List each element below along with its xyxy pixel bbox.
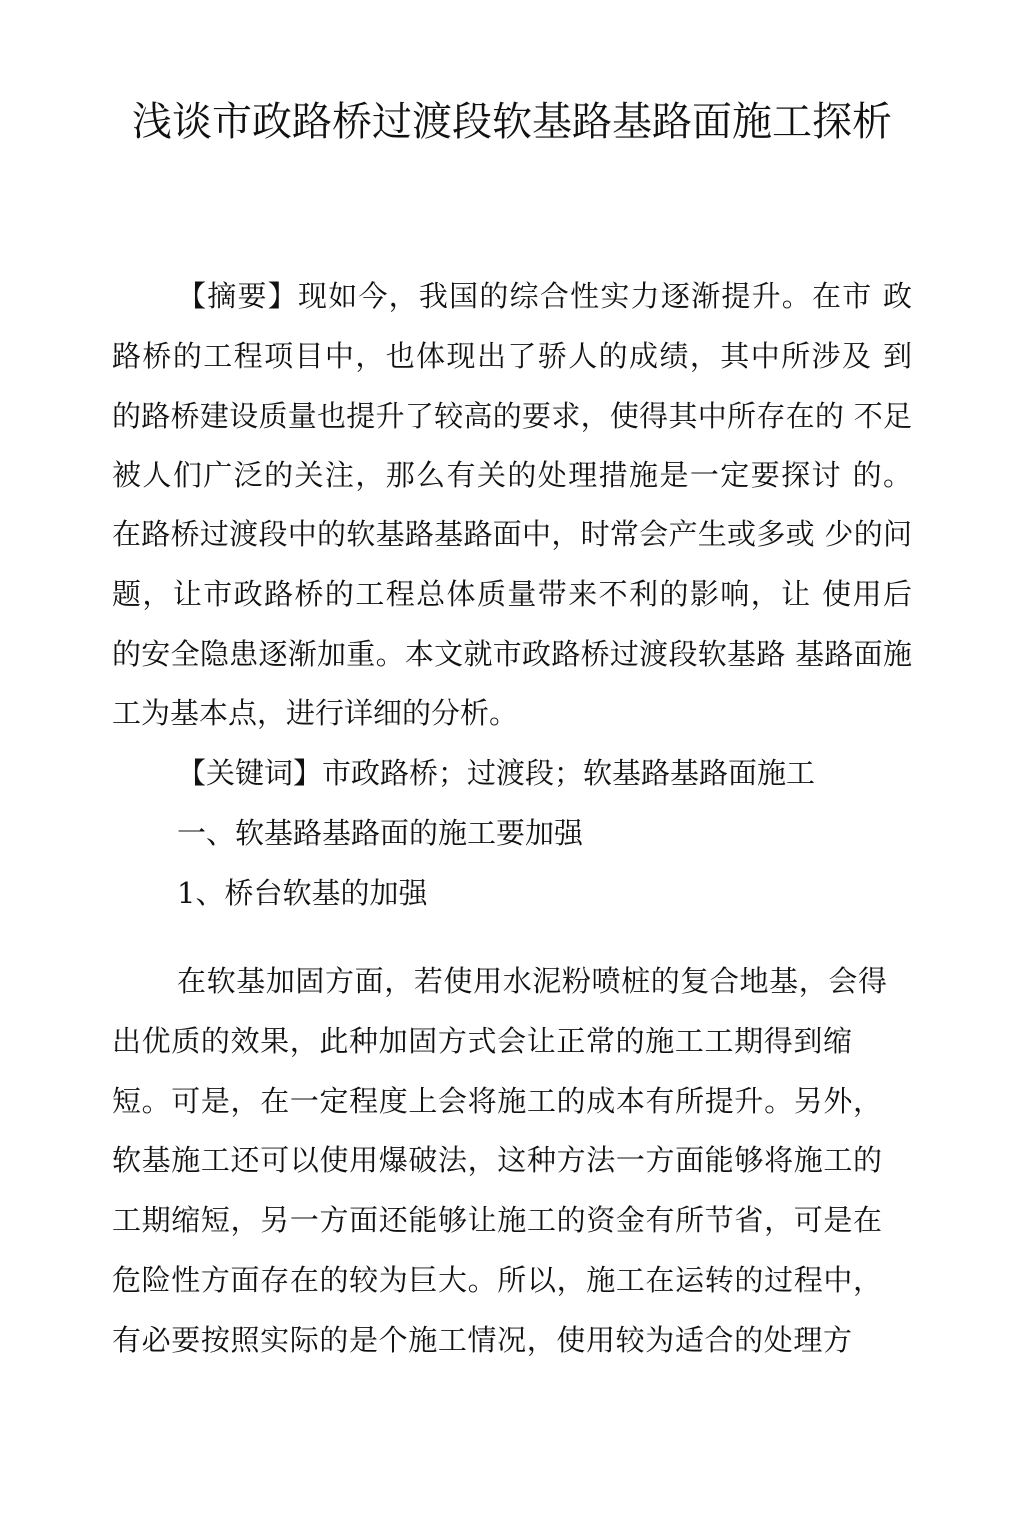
body-line: 短。可是，在一定程度上会将施工的成本有所提升。另外， xyxy=(112,1084,882,1118)
keywords-line: 【关键词】市政路桥；过渡段；软基路基路面施工 xyxy=(177,756,816,790)
body-line: 工期缩短，另一方面还能够让施工的资金有所节省，可是在 xyxy=(112,1203,882,1237)
abstract-line: 工为基本点，进行详细的分析。 xyxy=(112,696,519,730)
abstract-line: 【摘要】现如今，我国的综合性实力逐渐提升。在市 政 xyxy=(177,279,912,313)
subsection-heading: 1、桥台软基的加强 xyxy=(177,876,428,910)
body-line: 危险性方面存在的较为巨大。所以，施工在运转的过程中， xyxy=(112,1263,882,1297)
section-heading: 一、软基路基路面的施工要加强 xyxy=(177,816,584,850)
body-line: 在软基加固方面，若使用水泥粉喷桩的复合地基，会得 xyxy=(177,964,887,998)
body-line: 软基施工还可以使用爆破法，这种方法一方面能够将施工的 xyxy=(112,1143,882,1177)
abstract-line: 在路桥过渡段中的软基路基路面中，时常会产生或多或 少的问 xyxy=(112,517,912,551)
abstract-line: 的安全隐患逐渐加重。本文就市政路桥过渡段软基路 基路面施 xyxy=(112,637,912,671)
abstract-line: 被人们广泛的关注，那么有关的处理措施是一定要探讨 的。 xyxy=(112,458,912,492)
document-title: 浅谈市政路桥过渡段软基路基路面施工探析 xyxy=(132,99,892,145)
body-line: 出优质的效果，此种加固方式会让正常的施工工期得到缩 xyxy=(112,1024,852,1058)
body-line: 有必要按照实际的是个施工情况，使用较为适合的处理方 xyxy=(112,1323,852,1357)
abstract-line: 路桥的工程项目中，也体现出了骄人的成绩，其中所涉及 到 xyxy=(112,339,912,373)
abstract-line: 题，让市政路桥的工程总体质量带来不利的影响，让 使用后 xyxy=(112,577,912,611)
abstract-line: 的路桥建设质量也提升了较高的要求，使得其中所存在的 不足 xyxy=(112,399,912,433)
